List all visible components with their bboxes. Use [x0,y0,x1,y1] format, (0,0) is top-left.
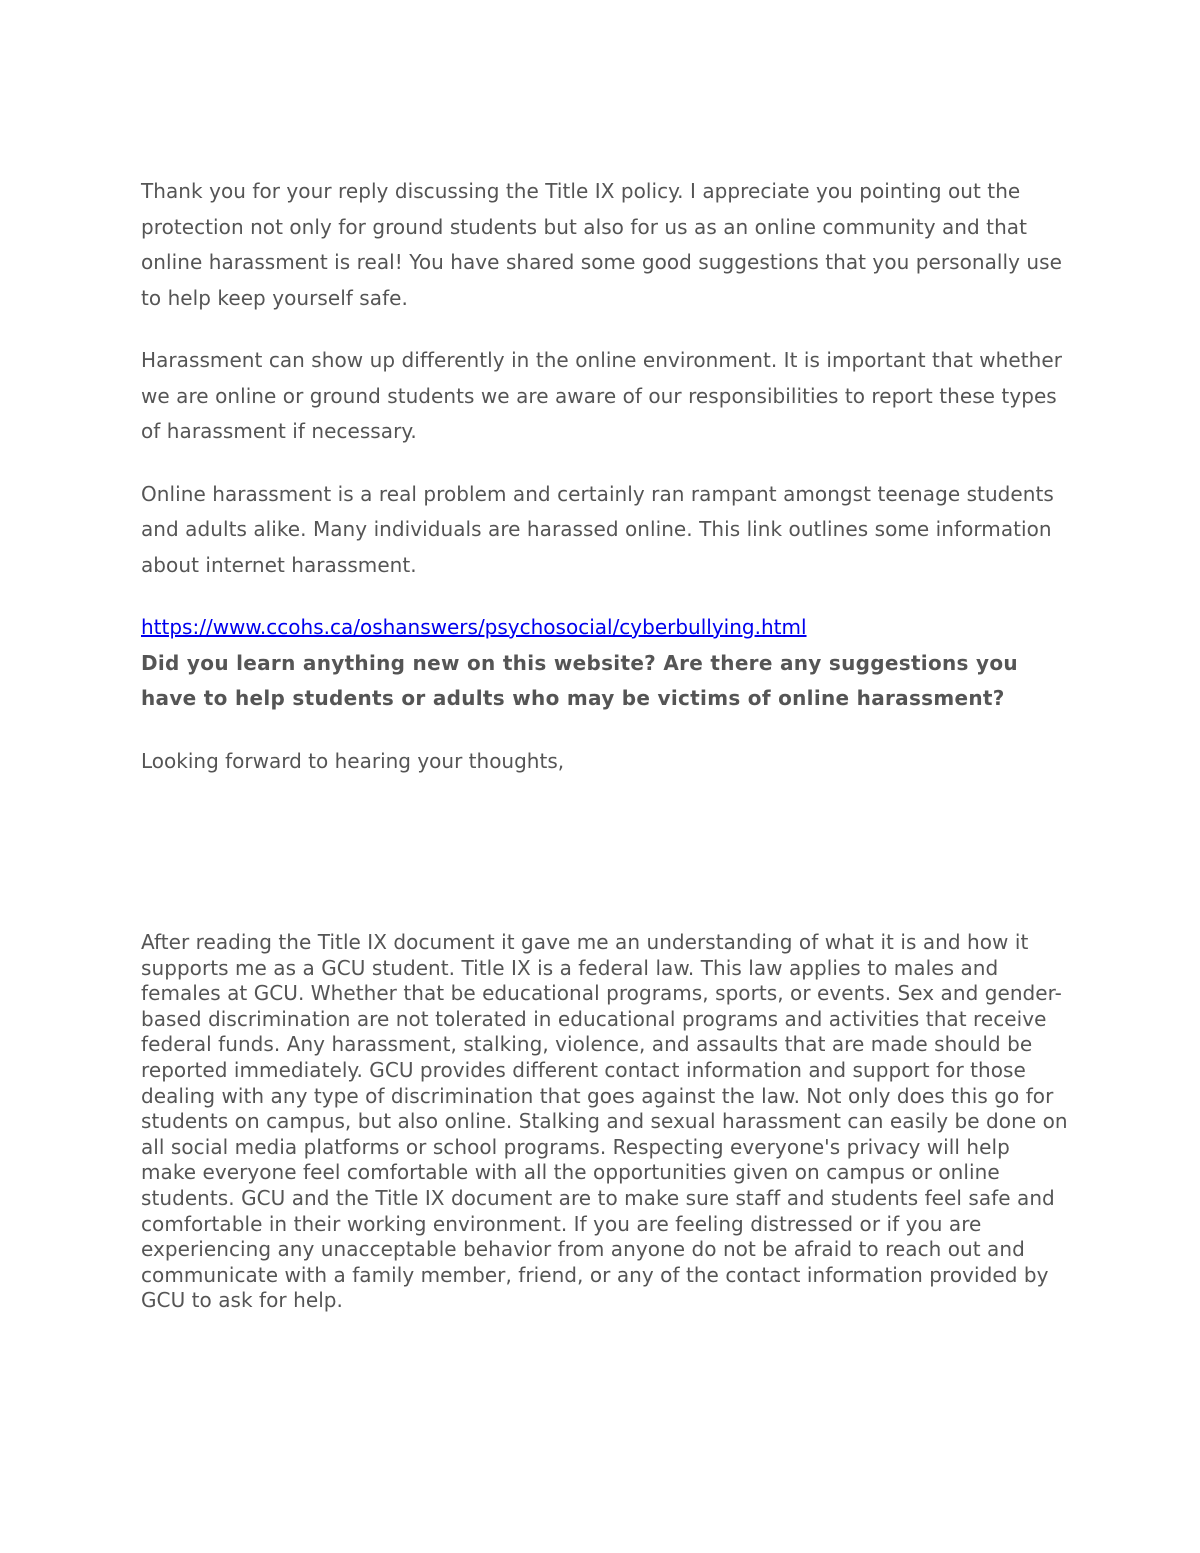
reply-question: Did you learn anything new on this website? Are there any suggestions you have to help students or adults who may be victims of online harassment? [141,650,1018,710]
original-post-paragraph: After reading the Title IX document it gave me an understanding of what it is and how it supports me as a GCU student. Title IX is a federal law. This law applies to males and females at GCU. Whether that be educational programs, sports, or events. Sex and gender-based discrimination are not tolerated in educational programs and activities that receive federal funds. Any harassment, stalking, violence, and assaults that are made should be reported immediately. GCU provides different contact information and support for those dealing with any type of discrimination that goes against the law. Not only does this go for students on campus, but also online. Stalking and sexual harassment can easily be done on all social media platforms or school programs. Respecting everyone's privacy will help make everyone feel comfortable with all the opportunities given on campus or online students. GCU and the Title IX document are to make sure staff and students feel safe and comfortable in their working environment. If you are feeling distressed or if you are experiencing any unacceptable behavior from anyone do not be afraid to reach out and communicate with a family member, friend, or any of the contact information provided by GCU to ask for help. [141,930,1068,1313]
link-line [141,610,1066,646]
reply-paragraph-2: Harassment can show up differently in the online environment. It is important that whether we are online or ground students we are aware of our responsibilities to report these types of harassment if necessary. [141,348,1063,443]
reply-closing: Looking forward to hearing your thoughts, [141,748,565,773]
cyberbullying-link[interactable]: https://www.ccohs.ca/oshanswers/psychosocial/cyberbullying.html [141,615,807,639]
reply-paragraph-3: Online harassment is a real problem and certainly ran rampant amongst teenage students and adults alike. Many individuals are harassed online. This link outlines some information about internet harassment. [141,481,1054,577]
reply-paragraph-1: Thank you for your reply discussing the Title IX policy. I appreciate you pointing out the protection not only for ground students but also for us as an online community and that online harassment is real! You have shared some good suggestions that you personally use to help keep yourself safe. [141,179,1062,310]
reply-section [141,174,1066,779]
